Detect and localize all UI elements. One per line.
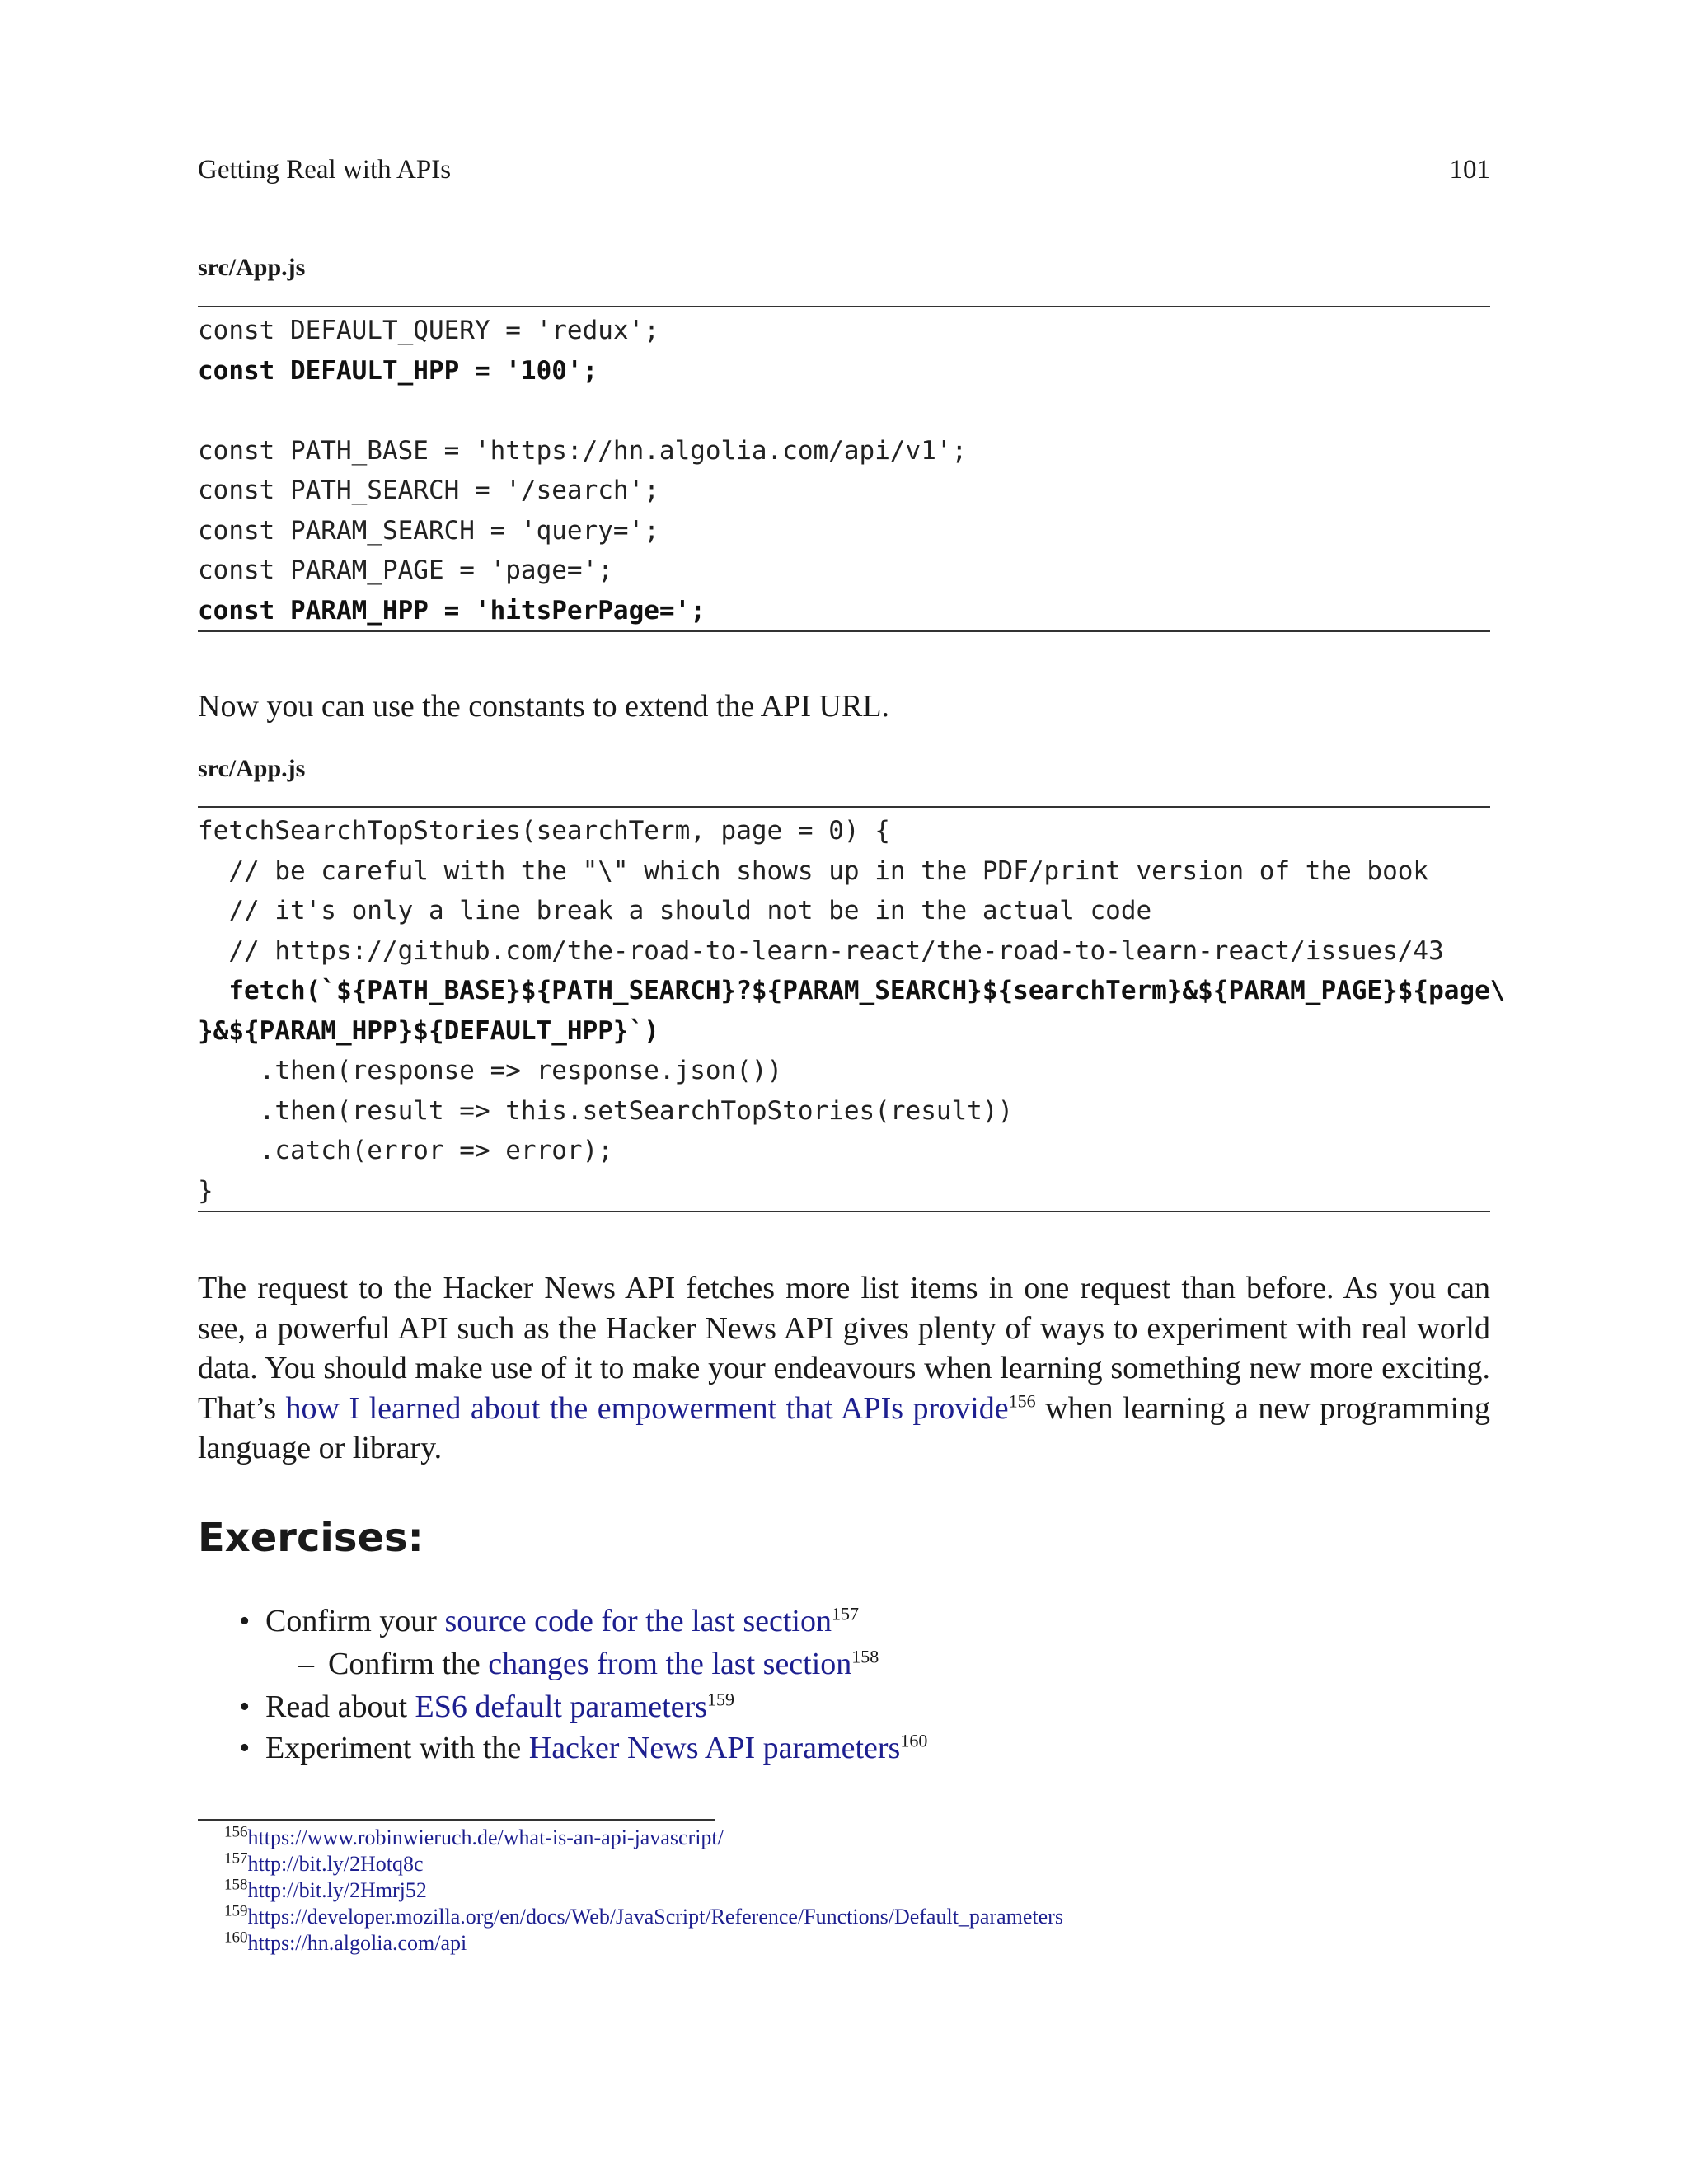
source-code-link[interactable]: source code for the last section <box>444 1604 832 1638</box>
body-paragraph: Now you can use the constants to extend the API URL. <box>198 689 890 724</box>
footnote-number: 160 <box>224 1929 248 1947</box>
footnote-number: 156 <box>224 1823 248 1841</box>
code-block-fetch <box>198 806 1506 1212</box>
item-text: Confirm your <box>265 1604 445 1638</box>
footnote-ref[interactable]: 160 <box>900 1730 928 1751</box>
default-parameters-link[interactable]: ES6 default parameters <box>415 1690 708 1724</box>
footnote-link[interactable]: https://www.robinwieruch.de/what-is-an-api-javascript/ <box>247 1825 724 1849</box>
exercises-heading: Exercises: <box>198 1515 424 1561</box>
footnote-number: 159 <box>224 1902 248 1920</box>
code-line: .then(result => this.setSearchTopStories(result)) <box>198 1095 1014 1126</box>
footnote <box>224 1930 1063 1957</box>
item-text: Experiment with the <box>265 1731 529 1765</box>
exercises-list <box>239 1601 927 1769</box>
code-filename: src/App.js <box>198 254 306 281</box>
code-line <box>198 391 1490 431</box>
code-line: const DEFAULT_QUERY = 'redux'; <box>198 316 659 345</box>
api-parameters-link[interactable]: Hacker News API parameters <box>528 1731 901 1765</box>
list-item <box>239 1642 927 1686</box>
footnote <box>224 1904 1063 1930</box>
footnote-link[interactable]: http://bit.ly/2Hmrj52 <box>247 1878 427 1902</box>
footnote-number: 157 <box>224 1849 248 1868</box>
page-number: 101 <box>1449 155 1490 185</box>
bullet-icon: • <box>239 1604 251 1638</box>
code-line: const PATH_BASE = 'https://hn.algolia.com/api/v1'; <box>198 435 968 466</box>
code-line: .then(response => response.json()) <box>198 1056 783 1085</box>
code-block-constants <box>198 306 1490 632</box>
footnote <box>224 1877 1063 1904</box>
footnote-link[interactable]: https://hn.algolia.com/api <box>247 1931 467 1955</box>
footnote <box>224 1851 1063 1877</box>
footnote-link[interactable]: http://bit.ly/2Hotq8c <box>247 1852 424 1876</box>
footnote-ref[interactable]: 159 <box>707 1689 735 1710</box>
paragraph-text: The request to the Hacker News API fetches more list items in one request than before. As you can see, a powerful API such as the Hacker News API gives plenty of ways to experiment with real world data. You should make use of it to make your endeavours when learning something new more exciting. That’s <box>198 1271 1490 1426</box>
list-item <box>239 1601 927 1642</box>
code-line: const DEFAULT_HPP = '100'; <box>198 355 598 386</box>
item-text: Read about <box>265 1690 415 1724</box>
footnote-ref[interactable]: 156 <box>1008 1390 1036 1411</box>
bullet-icon: • <box>239 1690 251 1724</box>
body-paragraph <box>198 1268 1490 1469</box>
code-line: // https://github.com/the-road-to-learn-react/the-road-to-learn-react/issues/43 <box>198 935 1444 966</box>
footnotes <box>224 1825 1063 1957</box>
code-line: // it's only a line break a should not be in the actual code <box>198 896 1152 926</box>
footnote <box>224 1825 1063 1851</box>
list-item <box>239 1686 927 1727</box>
list-item <box>239 1727 927 1769</box>
code-filename: src/App.js <box>198 755 306 782</box>
footnote-number: 158 <box>224 1876 248 1894</box>
code-line: const PARAM_SEARCH = 'query='; <box>198 515 659 546</box>
footnote-ref[interactable]: 158 <box>851 1646 879 1667</box>
page-header <box>198 155 1490 185</box>
paragraph-text: when learning a new programming language or library. <box>198 1390 1490 1465</box>
footnote-divider <box>198 1819 715 1821</box>
code-line: .catch(error => error); <box>198 1136 613 1165</box>
footnote-ref[interactable]: 157 <box>831 1603 859 1624</box>
code-line: fetchSearchTopStories(searchTerm, page = 0) { <box>198 816 890 846</box>
item-text: Confirm the <box>328 1647 489 1681</box>
code-line: const PATH_SEARCH = '/search'; <box>198 476 659 505</box>
changes-link[interactable]: changes from the last section <box>488 1647 852 1681</box>
bullet-icon: • <box>239 1731 251 1765</box>
footnote-link[interactable]: https://developer.mozilla.org/en/docs/Web/JavaScript/Reference/Functions/Default_parameters <box>247 1905 1063 1929</box>
empowerment-link[interactable]: how I learned about the empowerment that APIs provide <box>285 1390 1009 1426</box>
chapter-title: Getting Real with APIs <box>198 155 452 185</box>
code-line: // be careful with the "\" which shows up in the PDF/print version of the book <box>198 855 1429 886</box>
code-line: const PARAM_PAGE = 'page='; <box>198 555 613 585</box>
code-line: } <box>198 1175 213 1206</box>
code-line: fetch(`${PATH_BASE}${PATH_SEARCH}?${PARAM_SEARCH}${searchTerm}&${PARAM_PAGE}${page\ <box>198 976 1506 1005</box>
code-line: }&${PARAM_HPP}${DEFAULT_HPP}`) <box>198 1015 659 1046</box>
code-line: const PARAM_HPP = 'hitsPerPage='; <box>198 595 706 626</box>
dash-icon: – <box>298 1647 314 1681</box>
